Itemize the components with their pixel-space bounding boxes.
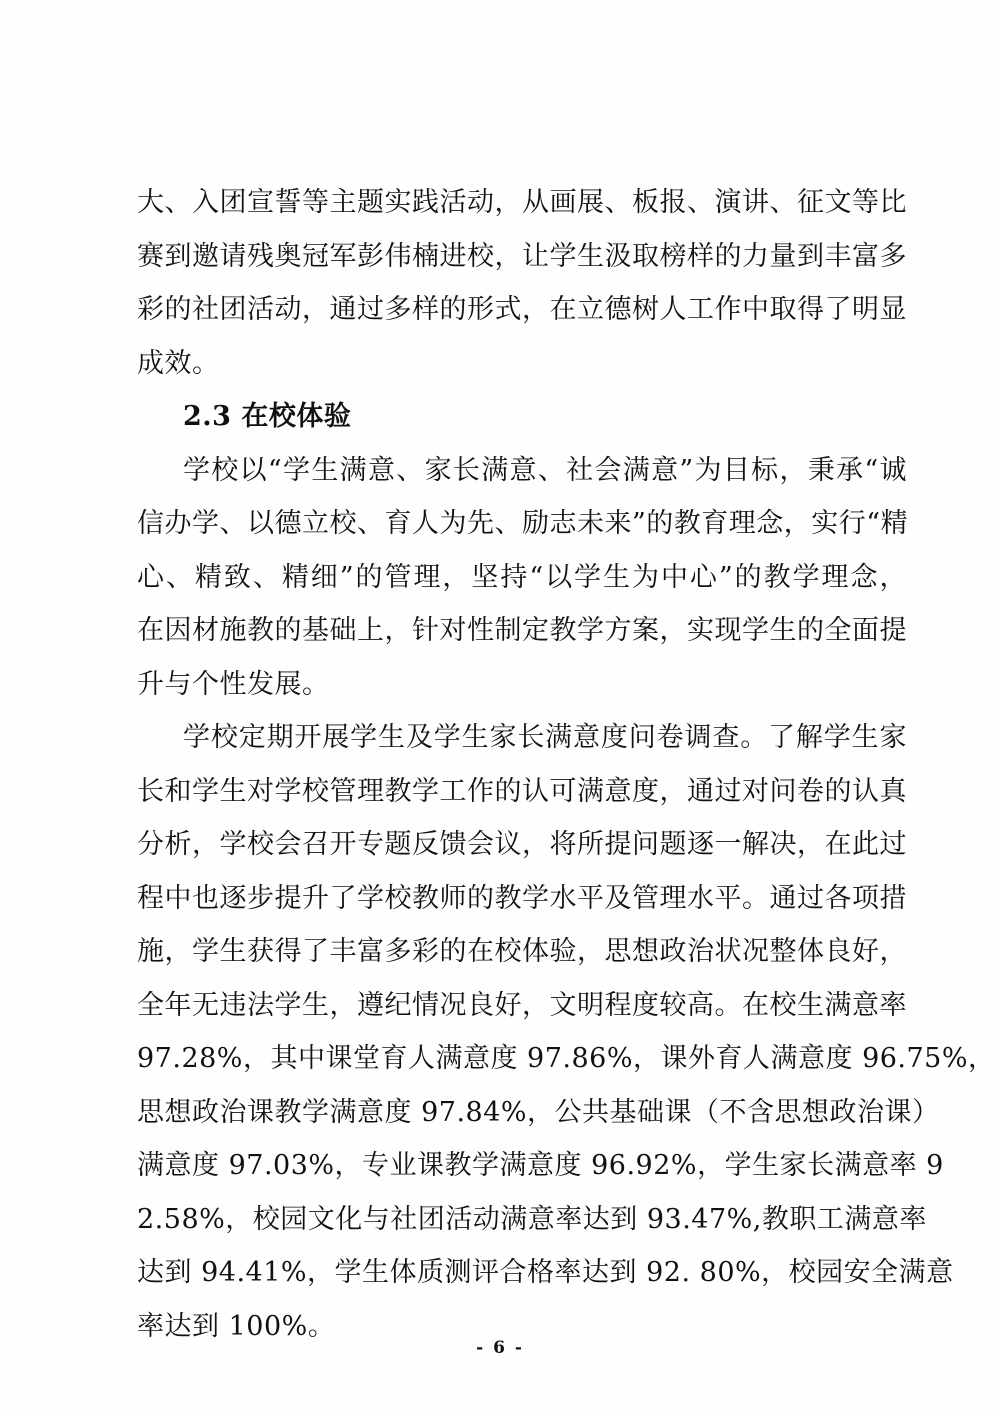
text-line: 2.58%，校园文化与社团活动满意率达到 93.47%,教职工满意率 — [137, 1203, 927, 1235]
text-line: 达到 94.41%，学生体质测评合格率达到 92. 80%，校园安全满意 — [137, 1257, 954, 1288]
section-heading: 2.3 在校体验 — [183, 401, 352, 432]
text-line: 升与个性发展。 — [137, 668, 330, 700]
text-line: 在因材施教的基础上，针对性制定教学方案，实现学生的全面提 — [137, 615, 907, 646]
text-line: 心、精致、精细”的管理，坚持“以学生为中心”的教学理念， — [137, 561, 907, 593]
text-line: 率达到 100%。 — [137, 1310, 336, 1342]
text-line: 程中也逐步提升了学校教师的教学水平及管理水平。通过各项措 — [137, 882, 907, 914]
page-number: - 6 - — [476, 1338, 524, 1358]
page-body — [137, 176, 996, 1353]
text-line: 97.28%，其中课堂育人满意度 97.86%，课外育人满意度 96.75%， — [137, 1043, 996, 1074]
text-line: 信办学、以德立校、育人为先、励志未来”的教育理念，实行“精 — [137, 508, 909, 539]
text-line: 彩的社团活动，通过多样的形式，在立德树人工作中取得了明显 — [137, 294, 907, 325]
text-line: 分析，学校会召开专题反馈会议，将所提问题逐一解决，在此过 — [137, 829, 907, 860]
text-line: 思想政治课教学满意度 97.84%，公共基础课（不含思想政治课） — [137, 1096, 940, 1128]
text-line: 全年无违法学生，遵纪情况良好，文明程度较高。在校生满意率 — [137, 989, 907, 1021]
text-line: 满意度 97.03%，专业课教学满意度 96.92%，学生家长满意率 9 — [137, 1150, 944, 1181]
text-line: 成效。 — [137, 347, 220, 379]
text-line: 学校定期开展学生及学生家长满意度问卷调查。了解学生家 — [183, 722, 907, 753]
text-line: 长和学生对学校管理教学工作的认可满意度，通过对问卷的认真 — [137, 775, 907, 807]
text-line: 施，学生获得了丰富多彩的在校体验，思想政治状况整体良好， — [137, 936, 907, 967]
text-line: 赛到邀请残奥冠军彭伟楠进校，让学生汲取榜样的力量到丰富多 — [137, 240, 907, 272]
text-line: 大、入团宣誓等主题实践活动，从画展、板报、演讲、征文等比 — [137, 187, 907, 218]
text-line: 学校以“学生满意、家长满意、社会满意”为目标，秉承“诚 — [183, 454, 907, 486]
